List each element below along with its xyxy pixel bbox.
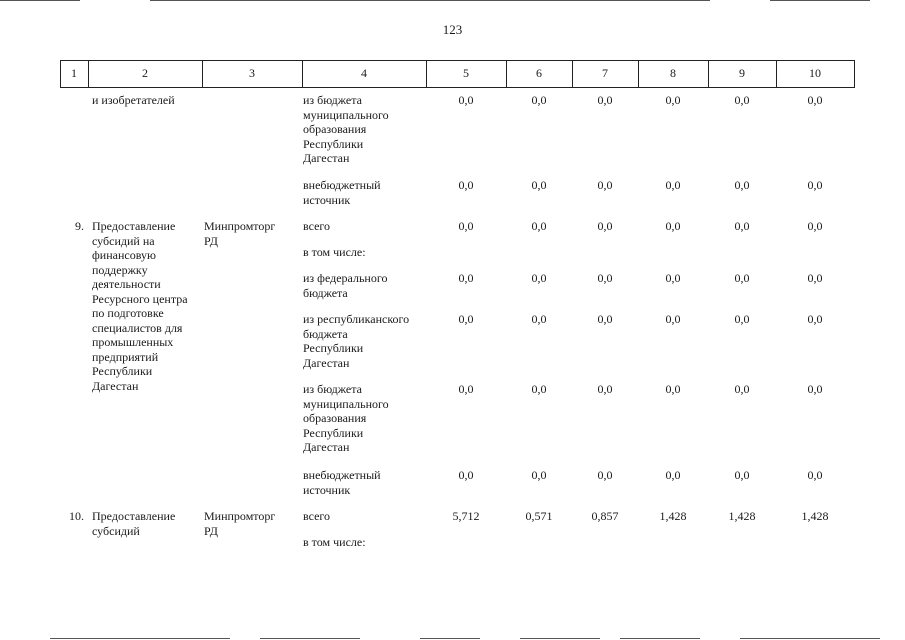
- amount-col-8: 0,0: [665, 382, 681, 396]
- row-number: 10.: [69, 509, 84, 523]
- amount-col-8: 1,428: [659, 509, 687, 523]
- header-col-1: 1: [71, 66, 77, 80]
- scan-edge-bottom-mid: [420, 638, 480, 639]
- amount-col-10: 0,0: [807, 271, 823, 285]
- funding-source: внебюджетный источник: [303, 468, 381, 497]
- amount-col-7: 0,0: [597, 219, 613, 233]
- scan-edge-top-right: [770, 0, 870, 1]
- page-number: 123: [442, 22, 463, 37]
- amount-col-8: 0,0: [665, 93, 681, 107]
- header-bottom-rule: [60, 87, 854, 88]
- row-number: 9.: [75, 219, 84, 233]
- header-col-10: 10: [809, 66, 821, 80]
- amount-col-6: 0,0: [531, 382, 547, 396]
- amount-col-8: 0,0: [665, 219, 681, 233]
- amount-col-6: 0,0: [531, 271, 547, 285]
- header-col-3: 3: [249, 66, 255, 80]
- amount-col-10: 1,428: [801, 509, 829, 523]
- amount-col-5: 0,0: [458, 312, 474, 326]
- amount-col-6: 0,0: [531, 93, 547, 107]
- header-col-6: 6: [536, 66, 542, 80]
- amount-col-9: 0,0: [734, 219, 750, 233]
- amount-col-7: 0,0: [597, 271, 613, 285]
- amount-col-6: 0,0: [531, 219, 547, 233]
- scan-edge-bottom-mid2: [520, 638, 600, 639]
- header-col-7: 7: [602, 66, 608, 80]
- amount-col-9: 0,0: [734, 93, 750, 107]
- amount-col-8: 0,0: [665, 178, 681, 192]
- measure-name: Предоставление субсидий на финансовую поддержку деятельности Ресурсного центра по подготовке специалистов для промышленных предприятий Республики Дагестан: [92, 219, 188, 393]
- header-col-8: 8: [670, 66, 676, 80]
- scan-edge-top: [150, 0, 710, 1]
- amount-col-8: 0,0: [665, 312, 681, 326]
- header-col-divider: [854, 60, 855, 88]
- header-col-5: 5: [463, 66, 469, 80]
- amount-col-6: 0,0: [531, 468, 547, 482]
- executor: Минпромторг РД: [204, 509, 276, 538]
- amount-col-8: 0,0: [665, 271, 681, 285]
- amount-col-7: 0,0: [597, 178, 613, 192]
- scan-edge-bottom-mid3: [620, 638, 700, 639]
- funding-source: всего: [303, 219, 331, 233]
- amount-col-5: 5,712: [452, 509, 480, 523]
- scan-edge-bottom-right: [740, 638, 880, 639]
- funding-source: внебюджетный источник: [303, 178, 381, 207]
- amount-col-7: 0,0: [597, 382, 613, 396]
- amount-col-5: 0,0: [458, 178, 474, 192]
- header-col-9: 9: [739, 66, 745, 80]
- funding-source: из бюджета муниципального образования Республики Дагестан: [303, 93, 389, 165]
- amount-col-5: 0,0: [458, 382, 474, 396]
- amount-col-9: 0,0: [734, 468, 750, 482]
- amount-col-6: 0,571: [525, 509, 553, 523]
- amount-col-5: 0,0: [458, 219, 474, 233]
- scan-edge-top-left: [0, 0, 80, 1]
- funding-source: из бюджета муниципального образования Республики Дагестан: [303, 382, 389, 454]
- amount-col-7: 0,0: [597, 468, 613, 482]
- amount-col-10: 0,0: [807, 382, 823, 396]
- amount-col-9: 0,0: [734, 178, 750, 192]
- amount-col-9: 0,0: [734, 271, 750, 285]
- funding-source: всего: [303, 509, 331, 523]
- funding-source: из федерального бюджета: [303, 271, 388, 300]
- header-top-rule: [60, 60, 854, 61]
- header-col-2: 2: [142, 66, 148, 80]
- measure-name: Предоставление субсидий: [92, 509, 176, 538]
- measure-name: и изобретателей: [92, 93, 175, 107]
- funding-source: в том числе:: [303, 535, 366, 549]
- amount-col-10: 0,0: [807, 93, 823, 107]
- amount-col-10: 0,0: [807, 178, 823, 192]
- amount-col-10: 0,0: [807, 468, 823, 482]
- amount-col-10: 0,0: [807, 219, 823, 233]
- amount-col-9: 0,0: [734, 382, 750, 396]
- amount-col-9: 1,428: [728, 509, 756, 523]
- scan-edge-bottom: [260, 638, 360, 639]
- amount-col-7: 0,0: [597, 93, 613, 107]
- scan-edge-bottom-left: [50, 638, 230, 639]
- amount-col-6: 0,0: [531, 178, 547, 192]
- amount-col-7: 0,857: [591, 509, 619, 523]
- executor: Минпромторг РД: [204, 219, 276, 248]
- amount-col-7: 0,0: [597, 312, 613, 326]
- amount-col-9: 0,0: [734, 312, 750, 326]
- amount-col-10: 0,0: [807, 312, 823, 326]
- funding-source: из республиканского бюджета Республики Дагестан: [303, 312, 410, 370]
- amount-col-5: 0,0: [458, 271, 474, 285]
- funding-source: в том числе:: [303, 245, 366, 259]
- header-col-4: 4: [361, 66, 367, 80]
- amount-col-8: 0,0: [665, 468, 681, 482]
- amount-col-6: 0,0: [531, 312, 547, 326]
- amount-col-5: 0,0: [458, 468, 474, 482]
- amount-col-5: 0,0: [458, 93, 474, 107]
